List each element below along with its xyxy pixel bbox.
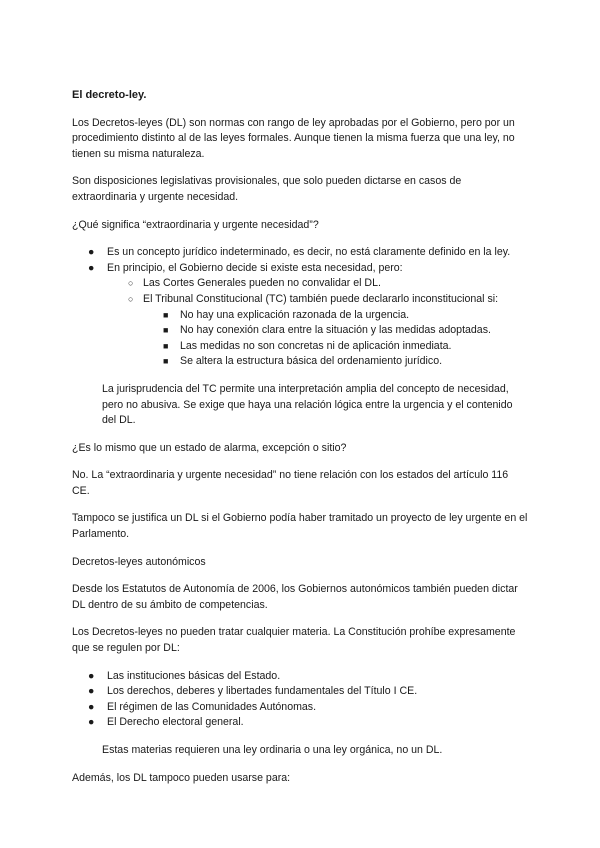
bullet-square-icon: ■ — [163, 325, 169, 336]
paragraph-statutes: Desde los Estatutos de Autonomía de 2006, los Gobiernos autonómicos también pueden dictar DL dentro de su ámbito de competencias. — [72, 583, 518, 611]
bullet-disc-icon: ● — [88, 669, 95, 682]
paragraph-urgent-bill: Tampoco se justifica un DL si el Gobierno podía haber tramitado un proyecto de ley urgente en el Parlamento. — [72, 512, 528, 541]
bullet-disc-icon: ● — [88, 700, 95, 713]
bullet-disc-icon: ● — [88, 685, 95, 698]
list-item: ● En principio, el Gobierno decide si existe esta necesidad, pero: — [72, 261, 528, 277]
list-item: ○ El Tribunal Constitucional (TC) también puede declararlo inconstitucional si: — [72, 292, 528, 308]
bullet-circle-icon: ○ — [128, 293, 134, 304]
paragraph-ordinary-law: Estas materias requieren una ley ordinaria o una ley orgánica, no un DL. — [102, 744, 443, 756]
bullet-disc-icon: ● — [88, 716, 95, 729]
section-heading-autonomous: Decretos-leyes autonómicos — [72, 555, 206, 568]
bullet-disc-icon: ● — [88, 246, 95, 259]
bullet-list-meaning — [72, 245, 528, 276]
list-item: ● Es un concepto jurídico indeterminado, es decir, no está claramente definido en la ley. — [72, 245, 528, 261]
paragraph-limits: Los Decretos-leyes no pueden tratar cualquier materia. La Constitución prohíbe expresamente que se regulen por DL: — [72, 626, 516, 655]
bullet-circle-icon: ○ — [128, 278, 134, 289]
list-item: ■ Las medidas no son concretas ni de aplicación inmediata. — [72, 339, 528, 355]
paragraph-jurisprudence: La jurisprudencia del TC permite una interpretación amplia del concepto de necesidad, pero no abusiva. Se exige que haya una relación lógica entre la urgencia y el contenido del DL. — [102, 382, 513, 427]
list-item: ● El régimen de las Comunidades Autónomas. — [72, 700, 528, 716]
list-item: ● Los derechos, deberes y libertades fundamentales del Título I CE. — [72, 684, 528, 700]
list-item: ○ Las Cortes Generales pueden no convalidar el DL. — [72, 276, 528, 292]
bullet-square-icon: ■ — [163, 309, 169, 320]
bullet-square-icon: ■ — [163, 356, 169, 367]
question-meaning: ¿Qué significa “extraordinaria y urgente necesidad”? — [72, 218, 319, 231]
bullet-list-prohibited — [72, 669, 528, 731]
sub-bullet-list — [72, 276, 528, 307]
bullet-disc-icon: ● — [88, 261, 95, 274]
question-alarm-state: ¿Es lo mismo que un estado de alarma, excepción o sitio? — [72, 441, 347, 454]
paragraph-article-116: No. La “extraordinaria y urgente necesidad” no tiene relación con los estados del artículo 116 CE. — [72, 469, 509, 497]
sub-sub-bullet-list — [72, 308, 528, 370]
list-item: ■ No hay una explicación razonada de la urgencia. — [72, 308, 528, 324]
document-title: El decreto-ley. — [72, 89, 147, 101]
list-item: ■ Se altera la estructura básica del ordenamiento jurídico. — [72, 354, 528, 370]
bullet-square-icon: ■ — [163, 340, 169, 351]
paragraph-provisional: Son disposiciones legislativas provisionales, que solo pueden dictarse en casos de extraordinaria y urgente necesidad. — [72, 175, 462, 203]
paragraph-moreover: Además, los DL tampoco pueden usarse para: — [72, 771, 291, 784]
list-item: ● El Derecho electoral general. — [72, 715, 528, 731]
document-page — [72, 88, 528, 786]
list-item: ● Las instituciones básicas del Estado. — [72, 669, 528, 685]
list-item: ■ No hay conexión clara entre la situación y las medidas adoptadas. — [72, 323, 528, 339]
paragraph-definition: Los Decretos-leyes (DL) son normas con rango de ley aprobadas por el Gobierno, pero por un procedimiento distinto al de las leyes formales. Aunque tienen la misma fuerza que una ley, no tienen su misma naturaleza. — [72, 116, 515, 160]
